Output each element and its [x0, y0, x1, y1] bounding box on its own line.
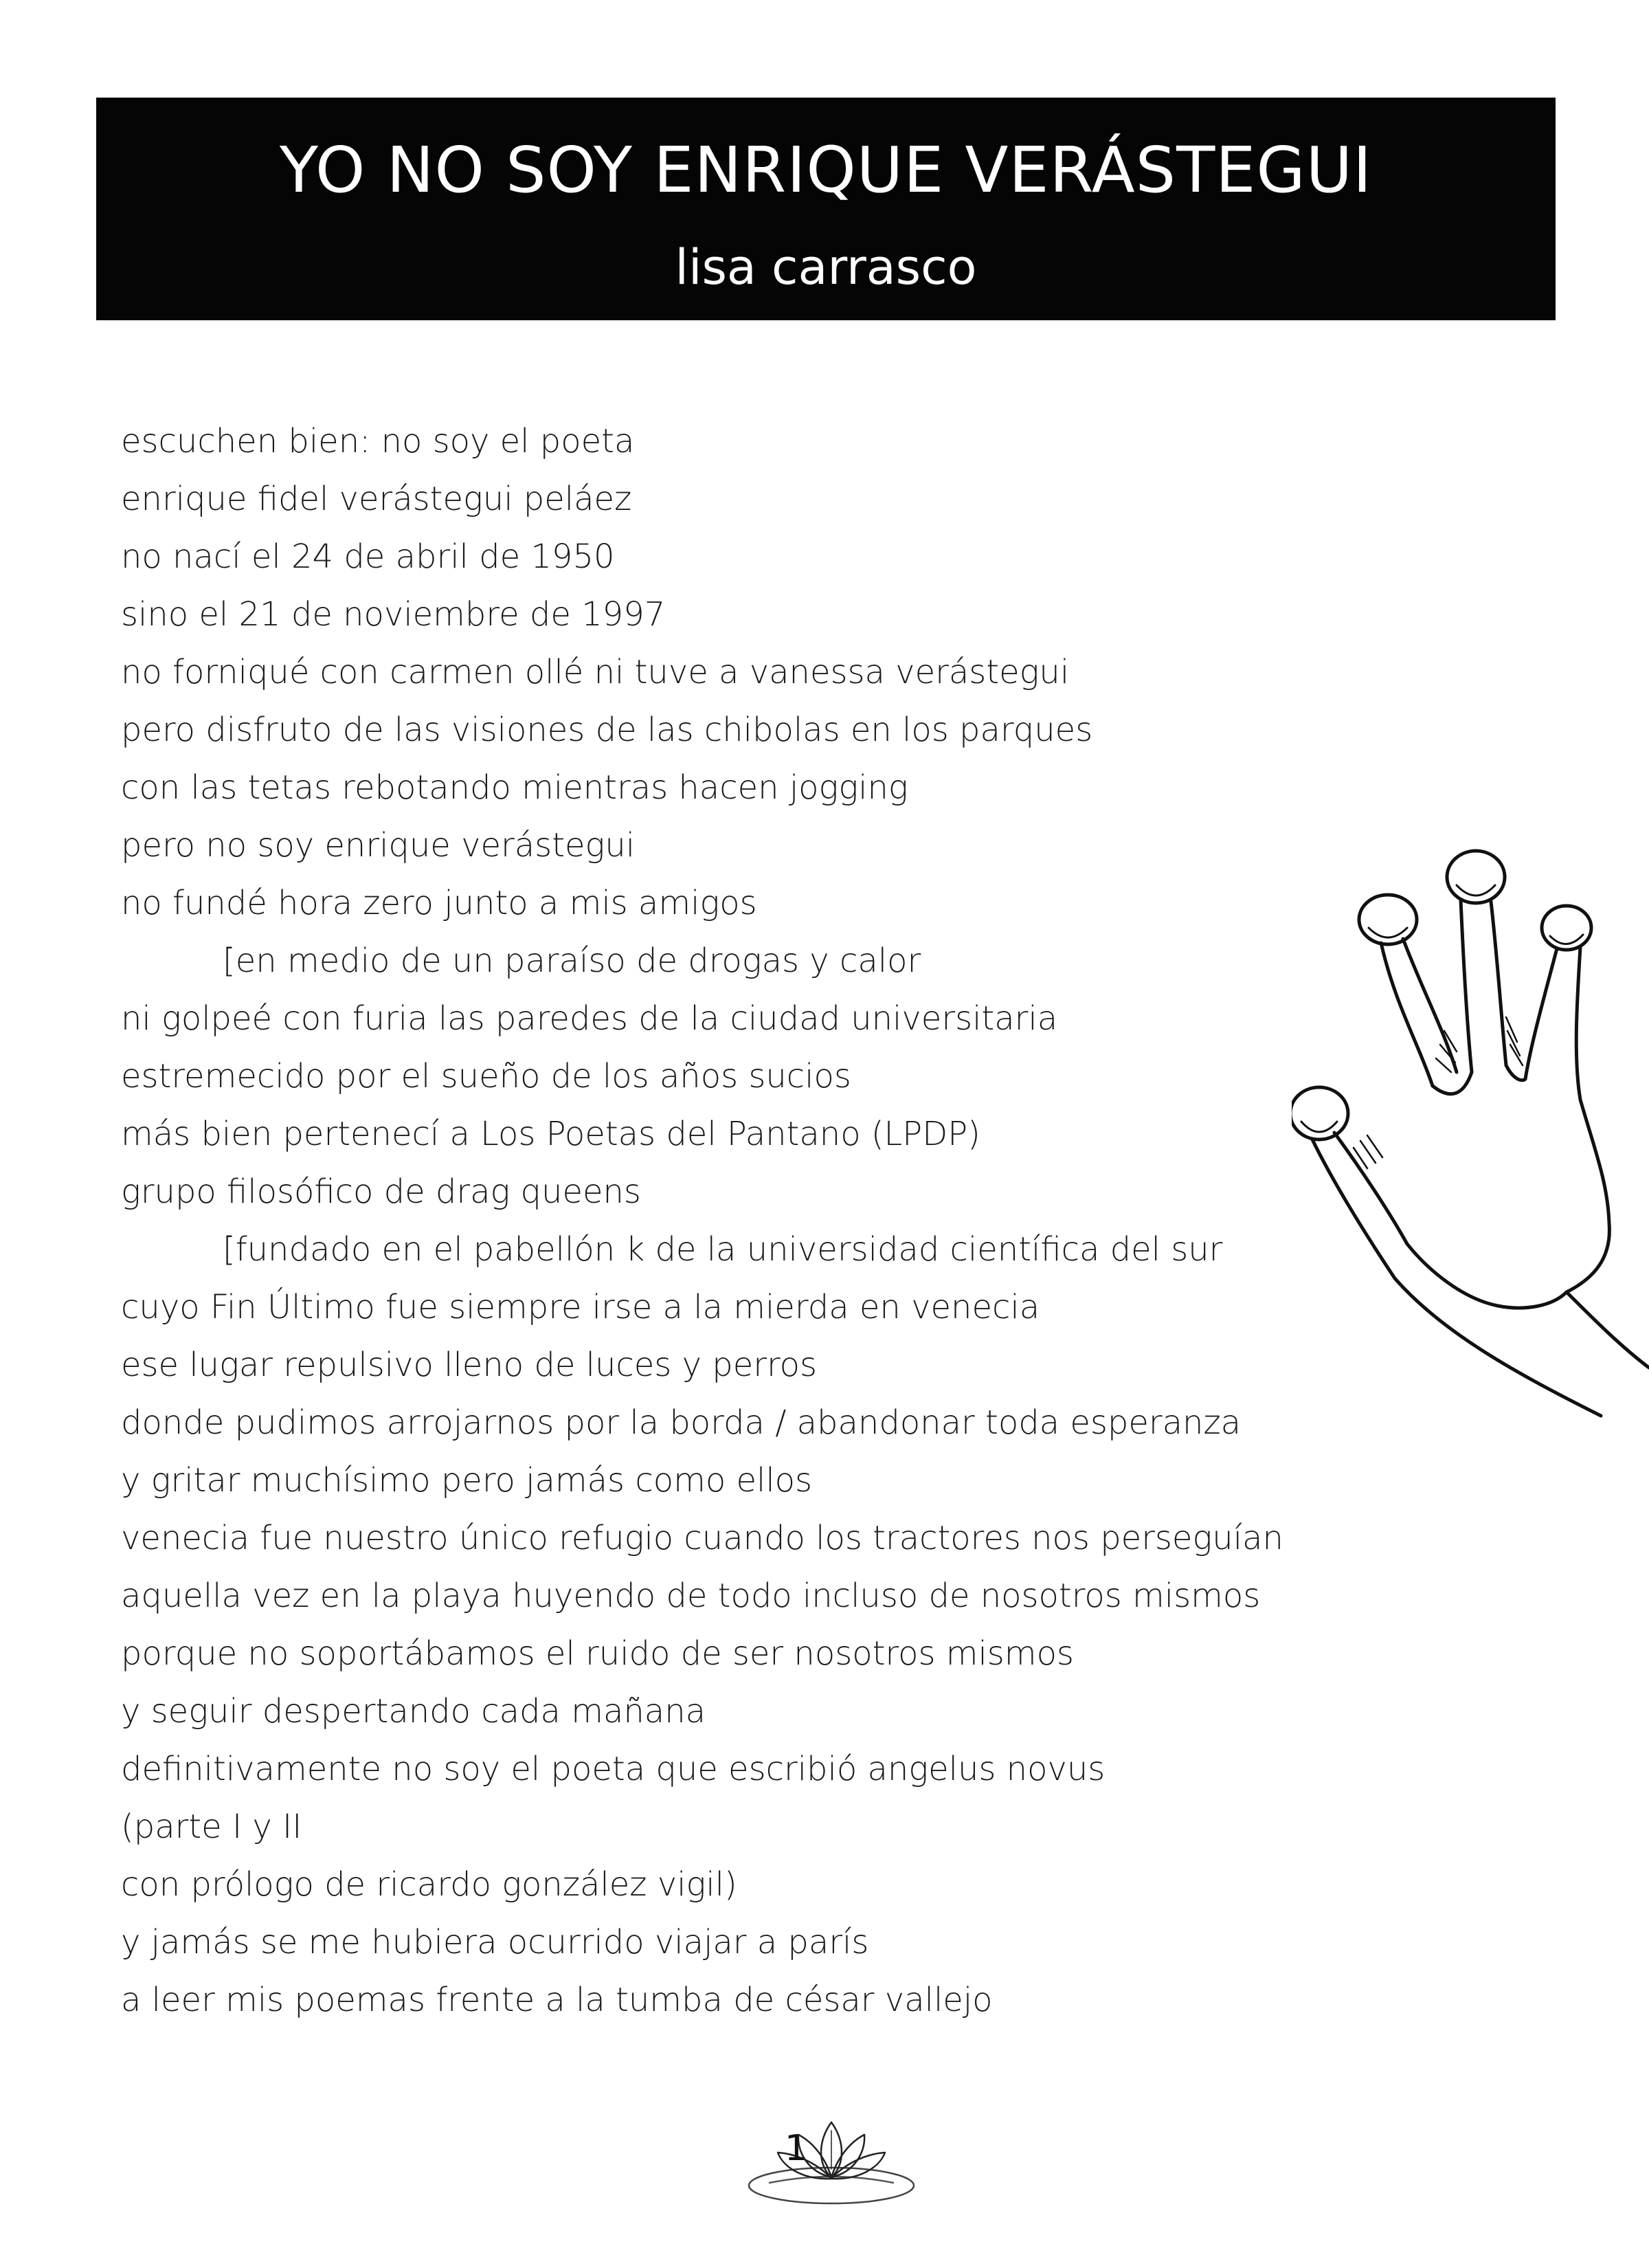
poem-line: no fundé hora zero junto a mis amigos	[121, 884, 757, 922]
author-name: lisa carrasco	[675, 239, 977, 296]
poem-line: porque no soportábamos el ruido de ser nosotros mismos	[121, 1634, 1074, 1673]
poem-line: ni golpeé con furia las paredes de la ciudad universitaria	[121, 999, 1058, 1038]
poem-line: más bien pertenecí a Los Poetas del Pantano (LPDP)	[121, 1115, 980, 1153]
poem-body	[121, 412, 1289, 2029]
poem-line: cuyo Fin Último fue siempre irse a la mierda en venecia	[121, 1288, 1040, 1326]
poem-line: pero disfruto de las visiones de las chibolas en los parques	[121, 711, 1093, 749]
poem-line: sino el 21 de noviembre de 1997	[121, 595, 666, 634]
hand-drawing-icon	[1292, 825, 1649, 1443]
lotus-icon	[742, 2103, 921, 2213]
poem-line: y seguir despertando cada mañana	[121, 1692, 706, 1731]
poem-line: con prólogo de ricardo gonzález vigil)	[121, 1865, 737, 1904]
poem-line: donde pudimos arrojarnos por la borda / abandonar toda esperanza	[121, 1403, 1242, 1442]
title-banner	[96, 98, 1556, 320]
poem-line: pero no soy enrique verástegui	[121, 826, 636, 865]
poem-line: con las tetas rebotando mientras hacen jogging	[121, 768, 908, 807]
poem-line: a leer mis poemas frente a la tumba de césar vallejo	[121, 1981, 993, 2019]
poem-line: enrique fidel verástegui peláez	[121, 480, 632, 518]
page-title: YO NO SOY ENRIQUE VERÁSTEGUI	[279, 133, 1373, 207]
poem-line: y gritar muchísimo pero jamás como ellos	[121, 1461, 813, 1500]
poem-line: estremecido por el sueño de los años sucios	[121, 1057, 851, 1096]
poem-line: aquella vez en la playa huyendo de todo incluso de nosotros mismos	[121, 1577, 1261, 1615]
poem-line: venecia fue nuestro único refugio cuando los tractores nos perseguían	[121, 1519, 1283, 1557]
poem-line: y jamás se me hubiera ocurrido viajar a parís	[121, 1923, 869, 1961]
page-footer	[742, 2103, 921, 2213]
poem-line: definitivamente no soy el poeta que escribió angelus novus	[121, 1750, 1106, 1788]
page-number: 1	[785, 2128, 808, 2169]
poem-line: escuchen bien: no soy el poeta	[121, 422, 635, 460]
poem-line: ese lugar repulsivo lleno de luces y perros	[121, 1346, 818, 1384]
poem-line: no forniqué con carmen ollé ni tuve a vanessa verástegui	[121, 653, 1070, 691]
poem-line: grupo filosófico de drag queens	[121, 1172, 641, 1211]
poem-line: [en medio de un paraíso de drogas y calor	[223, 942, 921, 980]
poem-line: [fundado en el pabellón k de la universidad científica del sur	[223, 1230, 1223, 1269]
poem-line: no nací el 24 de abril de 1950	[121, 537, 615, 576]
poem-line: (parte I y II	[121, 1808, 302, 1846]
